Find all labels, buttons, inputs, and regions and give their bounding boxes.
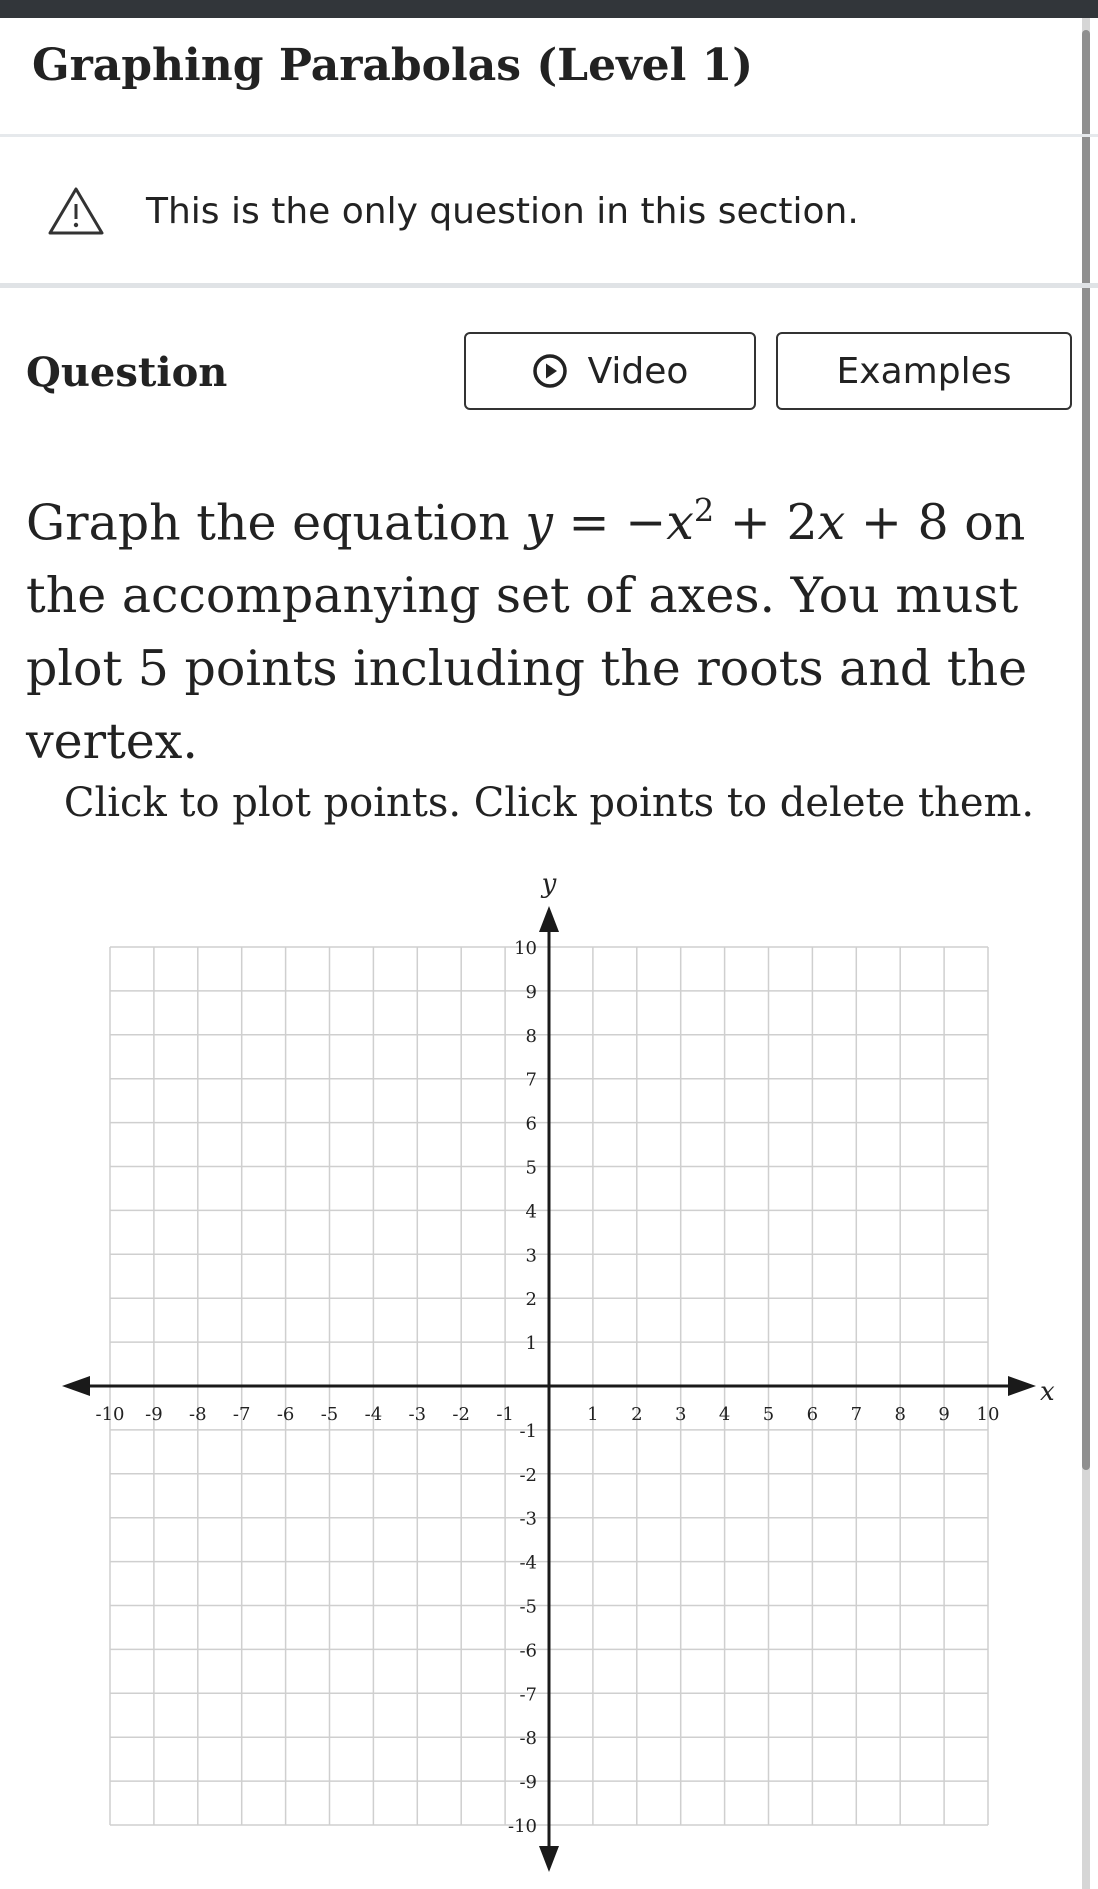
x-tick-label: -5 [320, 1404, 339, 1425]
x-tick-label: 9 [938, 1404, 950, 1425]
y-tick-label: 5 [525, 1157, 537, 1179]
y-tick-label: -7 [519, 1684, 537, 1706]
equation [525, 494, 948, 551]
x-tick-label: -9 [145, 1404, 163, 1425]
eq-minus: − [625, 494, 667, 552]
y-tick-label: 10 [514, 938, 537, 959]
y-tick-label: -1 [519, 1420, 537, 1442]
eq-y: y [525, 494, 553, 552]
play-circle-icon [532, 353, 568, 389]
y-axis-label: y [541, 870, 557, 899]
notice-divider [0, 283, 1098, 288]
y-tick-label: 3 [525, 1245, 537, 1267]
coordinate-grid[interactable] [0, 870, 1098, 1889]
x-tick-label: 6 [806, 1404, 819, 1425]
question-prefix: Graph the equation [26, 494, 510, 552]
y-tick-label: 9 [525, 981, 537, 1003]
y-tick-label: -3 [519, 1508, 537, 1530]
y-tick-label: 7 [525, 1069, 537, 1091]
x-tick-label: -1 [496, 1404, 514, 1425]
x-axis-left-arrow-icon [62, 1376, 90, 1396]
video-button[interactable] [464, 332, 756, 410]
y-tick-label: 6 [525, 1113, 537, 1135]
y-tick-label: -10 [508, 1816, 537, 1837]
notice-text: This is the only question in this section. [146, 191, 859, 232]
y-tick-label: 8 [525, 1025, 537, 1047]
x-tick-label: -3 [408, 1404, 427, 1425]
eq-plus: + [729, 494, 771, 552]
question-suffix: on the accompanying set of axes. You must plot 5 points including the roots and the vertex. [26, 494, 1028, 771]
eq-exponent: 2 [693, 492, 715, 530]
warning-triangle-icon [46, 185, 106, 237]
eq-x2: x [817, 494, 846, 552]
question-heading: Question [26, 349, 228, 396]
video-button-label: Video [587, 350, 689, 392]
page-title: Graphing Parabolas (Level 1) [32, 40, 754, 91]
y-tick-label: -2 [519, 1464, 537, 1486]
x-axis-right-arrow-icon [1008, 1376, 1036, 1396]
eq-plus2: + [860, 494, 902, 552]
x-tick-label: 2 [631, 1404, 643, 1425]
y-tick-label: -8 [519, 1728, 537, 1750]
notice-banner [0, 140, 1098, 286]
y-axis-up-arrow-icon [539, 906, 559, 932]
examples-button-label: Examples [836, 350, 1012, 392]
x-tick-label: 10 [976, 1404, 1000, 1425]
top-bar [0, 0, 1098, 18]
question-text [26, 475, 1076, 778]
x-tick-label: -4 [364, 1404, 383, 1425]
x-tick-label: -2 [452, 1404, 470, 1425]
instructions: Click to plot points. Click points to delete them. [63, 780, 1035, 826]
x-tick-label: -6 [276, 1404, 295, 1425]
y-tick-label: 4 [525, 1201, 537, 1223]
title-divider [0, 134, 1098, 137]
x-tick-label: 4 [718, 1404, 731, 1425]
x-tick-label: -7 [232, 1404, 251, 1425]
x-tick-label: 8 [894, 1404, 906, 1425]
x-tick-label: 5 [762, 1404, 775, 1425]
x-tick-label: -8 [189, 1404, 207, 1425]
x-tick-label: 1 [587, 1404, 599, 1425]
x-tick-label: 3 [674, 1404, 687, 1425]
x-tick-label: 7 [850, 1404, 863, 1425]
y-tick-label: 2 [525, 1289, 537, 1311]
eq-coef: 2 [786, 494, 818, 552]
eq-const: 8 [917, 494, 949, 552]
y-axis-down-arrow-icon [539, 1846, 559, 1872]
y-tick-label: -5 [519, 1596, 537, 1618]
y-tick-label: -9 [519, 1772, 537, 1794]
y-tick-label: -4 [519, 1552, 537, 1574]
x-tick-label: -10 [95, 1404, 125, 1425]
x-axis-label: x [1040, 1377, 1055, 1407]
y-tick-label: 1 [525, 1333, 537, 1355]
eq-x: x [666, 494, 694, 552]
y-tick-label: -6 [519, 1640, 537, 1662]
examples-button[interactable] [776, 332, 1072, 410]
eq-equals: = [568, 494, 610, 552]
